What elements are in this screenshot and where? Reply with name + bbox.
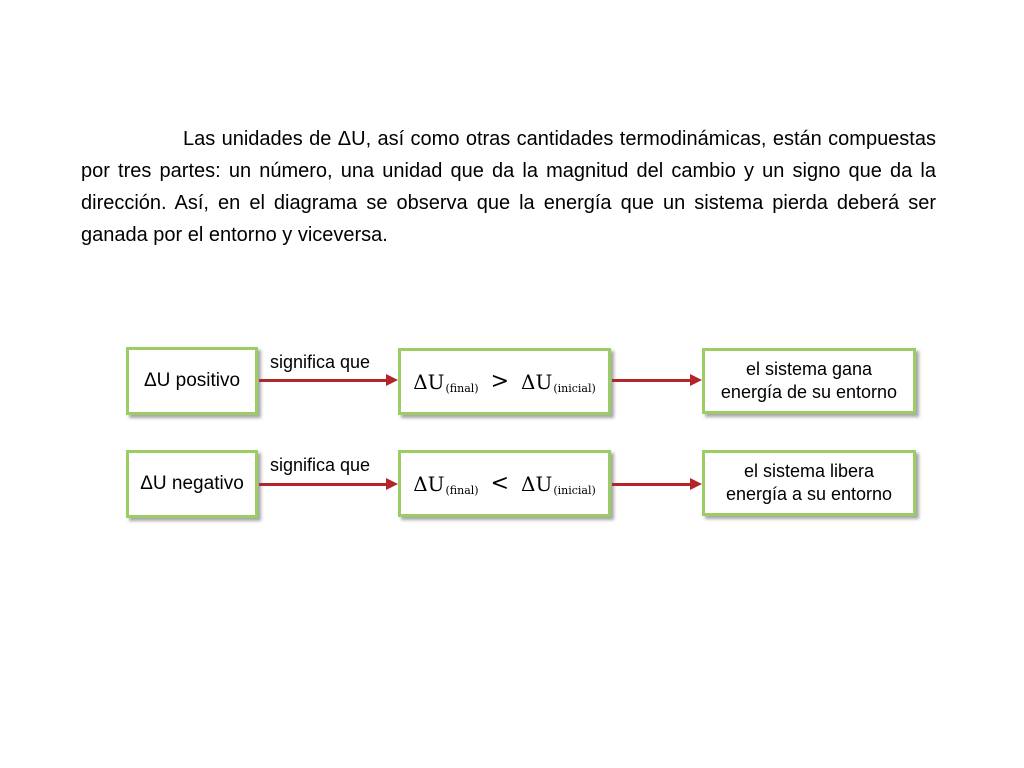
arrow-positive-2 xyxy=(612,379,691,382)
result-negative-line1: el sistema libera xyxy=(743,461,875,481)
formula-negative-lhs-sub: (final) xyxy=(445,484,479,497)
formula-positive-lhs-sub: (final) xyxy=(445,382,479,395)
body-paragraph: Las unidades de ΔU, así como otras cantidades termodinámicas, están compuestas por tres partes: un número, una unidad que da la magnitud del cambio y un signo que da la dirección. Así, en el diagrama se observa que la energía que un sistema pierda deberá ser ganada por el entorno y viceversa. xyxy=(81,128,936,246)
arrow-negative-1 xyxy=(259,483,387,486)
result-negative-line2: energía a su entorno xyxy=(725,484,893,504)
formula-positive-operator: > xyxy=(490,369,510,394)
delta-u-positive-box xyxy=(126,347,258,415)
formula-positive-lhs: ΔU xyxy=(413,369,445,394)
formula-positive-rhs-sub: (inicial) xyxy=(553,382,596,395)
delta-u-negative-box xyxy=(126,450,258,518)
formula-positive-box xyxy=(398,348,611,415)
delta-u-negative-label: ΔU negativo xyxy=(140,473,244,494)
formula-positive-rhs: ΔU xyxy=(521,369,553,394)
result-negative-box xyxy=(702,450,916,516)
result-positive-line2: energía de su entorno xyxy=(720,382,898,402)
result-positive-box xyxy=(702,348,916,414)
arrow-positive-1 xyxy=(259,379,387,382)
formula-negative-lhs: ΔU xyxy=(413,471,445,496)
arrow-negative-2 xyxy=(612,483,691,486)
formula-negative-operator: < xyxy=(490,471,510,496)
delta-u-positive-label: ΔU positivo xyxy=(143,370,241,391)
formula-negative-box xyxy=(398,450,611,517)
formula-negative-rhs: ΔU xyxy=(521,471,553,496)
result-positive-line1: el sistema gana xyxy=(745,359,873,379)
connector-label-positive: significa que xyxy=(270,352,371,372)
formula-negative-rhs-sub: (inicial) xyxy=(553,484,596,497)
connector-label-negative: significa que xyxy=(270,455,371,475)
